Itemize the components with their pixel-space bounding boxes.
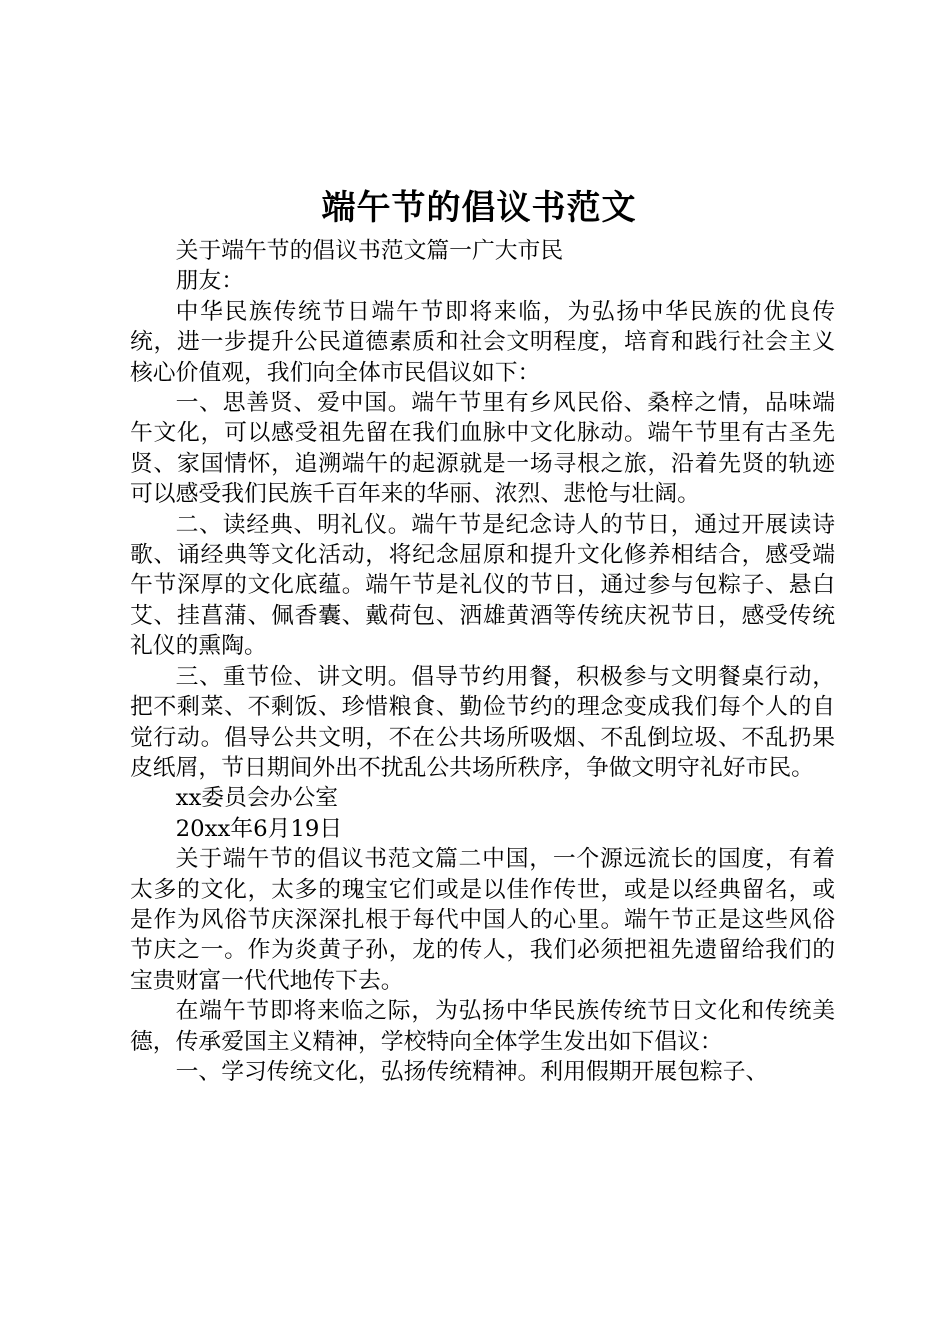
- document-title: 端午节的倡议书范文: [321, 188, 637, 228]
- document-body: [130, 236, 835, 1087]
- paragraph-1: 关于端午节的倡议书范文篇一广大市民: [175, 238, 564, 264]
- paragraph-8: 在端午节即将来临之际，为弘扬中华民族传统节日文化和传统美德，传承爱国主义精神，学校特向全体学生发出如下倡议：: [130, 998, 835, 1055]
- paragraph-3: 中华民族传统节日端午节即将来临，为弘扬中华民族的优良传统，进一步提升公民道德素质和社会文明程度，培育和践行社会主义核心价值观，我们向全体市民倡议如下：: [130, 298, 835, 386]
- signature-office: xx委员会办公室: [175, 785, 339, 812]
- paragraph-5: 二、读经典、明礼仪。端午节是纪念诗人的节日，通过开展读诗歌、诵经典等文化活动，将纪念屈原和提升文化修养相结合，感受端午节深厚的文化底蕴。端午节是礼仪的节日，通过参与包粽子、悬白艾、挂菖蒲、佩香囊、戴荷包、洒雄黄酒等传统庆祝节日，感受传统礼仪的熏陶。: [130, 511, 835, 660]
- paragraph-6: 三、重节俭、讲文明。倡导节约用餐，积极参与文明餐桌行动，把不剩菜、不剩饭、珍惜粮食、勤俭节约的理念变成我们每个人的自觉行动。倡导公共文明，不在公共场所吸烟、不乱倒垃圾、不乱扔果皮纸屑，节日期间外出不扰乱公共场所秩序，争做文明守礼好市民。: [130, 663, 835, 781]
- paragraph-9: 一、学习传统文化，弘扬传统精神。利用假期开展包粽子、: [175, 1058, 769, 1085]
- paragraph-2: 朋友：: [175, 268, 244, 295]
- paragraph-4: 一、思善贤、爱中国。端午节里有乡风民俗、桑梓之情，品味端午文化，可以感受祖先留在我们血脉中文化脉动。端午节里有古圣先贤、家国情怀，追溯端午的起源就是一场寻根之旅，沿着先贤的轨迹可以感受我们民族千百年来的华丽、浓烈、悲怆与壮阔。: [130, 390, 835, 508]
- paragraph-7: 关于端午节的倡议书范文篇二中国，一个源远流长的国度，有着太多的文化，太多的瑰宝它们或是以佳作传世，或是以经典留名，或是作为风俗节庆深深扎根于每代中国人的心里。端午节正是这些风俗节庆之一。作为炎黄子孙，龙的传人，我们必须把祖先遗留给我们的宝贵财富一代代地传下去。: [130, 846, 835, 994]
- signature-date: 20xx年6月19日: [175, 815, 343, 842]
